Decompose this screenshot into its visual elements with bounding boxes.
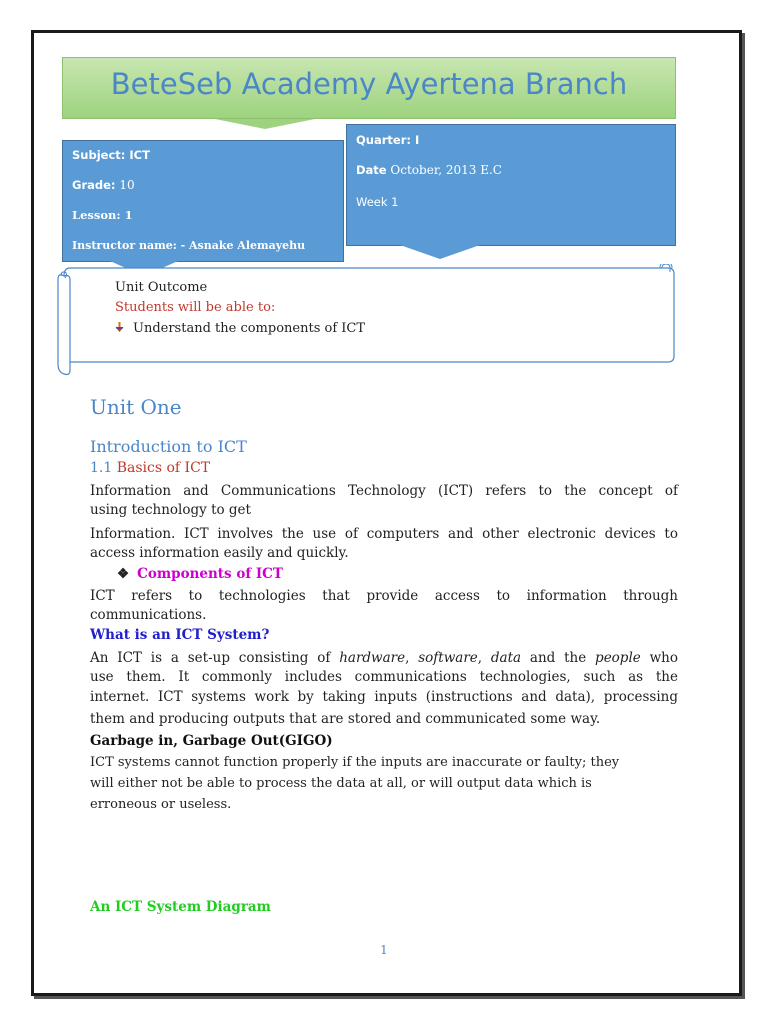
unit-outcome-bullet: Understand the components of ICT [115, 321, 365, 336]
paragraph-3-line-2: communications. [90, 607, 207, 623]
quarter-info-box-pointer [400, 245, 480, 259]
title-banner-pointer [215, 119, 315, 129]
paragraph-5-line-1: ICT systems cannot function properly if the inputs are inaccurate or faulty; they [90, 755, 620, 770]
week-label: Week 1 [356, 195, 399, 209]
paragraph-4-line-2: use them. It commonly includes communications technologies, such as the [90, 669, 678, 685]
lesson-label: Lesson: 1 [72, 208, 133, 222]
date-label: Date October, 2013 E.C [356, 163, 502, 177]
paragraph-4-line-3: internet. ICT systems work by taking inputs (instructions and data), processing [90, 689, 678, 705]
components-heading: ❖ Components of ICT [117, 566, 283, 582]
paragraph-4-line-4: them and producing outputs that are stored and communicated some way. [90, 711, 601, 727]
unit-outcome-intro: Students will be able to: [115, 300, 276, 315]
paragraph-5-line-2: will either not be able to process the data at all, or will output data which is [90, 776, 592, 791]
paragraph-1-line-2: using technology to get [90, 502, 251, 518]
gigo-heading: Garbage in, Garbage Out(GIGO) [90, 733, 333, 749]
paragraph-2-line-1: Information. ICT involves the use of computers and other electronic devices to [90, 526, 678, 542]
quarter-label: Quarter: I [356, 133, 420, 147]
page-number: 1 [380, 943, 388, 957]
subsection-title: 1.1 Basics of ICT [90, 460, 211, 476]
paragraph-4-line-1: An ICT is a set-up consisting of hardware, software, data and the people who [90, 650, 678, 666]
paragraph-3-line-1: ICT refers to technologies that provide access to information through [90, 588, 678, 604]
unit-title: Unit One [90, 395, 182, 419]
section-title: Introduction to ICT [90, 437, 247, 456]
arrow-bullet-icon [115, 321, 125, 336]
paragraph-5-line-3: erroneous or useless. [90, 797, 232, 812]
grade-label: Grade: 10 [72, 178, 135, 192]
instructor-label: Instructor name: - Asnake Alemayehu [72, 239, 306, 252]
paragraph-2-line-2: access information easily and quickly. [90, 545, 349, 561]
unit-outcome-heading: Unit Outcome [115, 280, 208, 295]
what-is-ict-system-heading: What is an ICT System? [90, 627, 270, 643]
ict-system-diagram-heading: An ICT System Diagram [90, 899, 271, 915]
subject-label: Subject: ICT [72, 148, 150, 162]
diamond-bullet-icon: ❖ [117, 566, 130, 582]
paragraph-1-line-1: Information and Communications Technology (ICT) refers to the concept of [90, 483, 678, 499]
school-title: BeteSeb Academy Ayertena Branch [110, 67, 628, 101]
